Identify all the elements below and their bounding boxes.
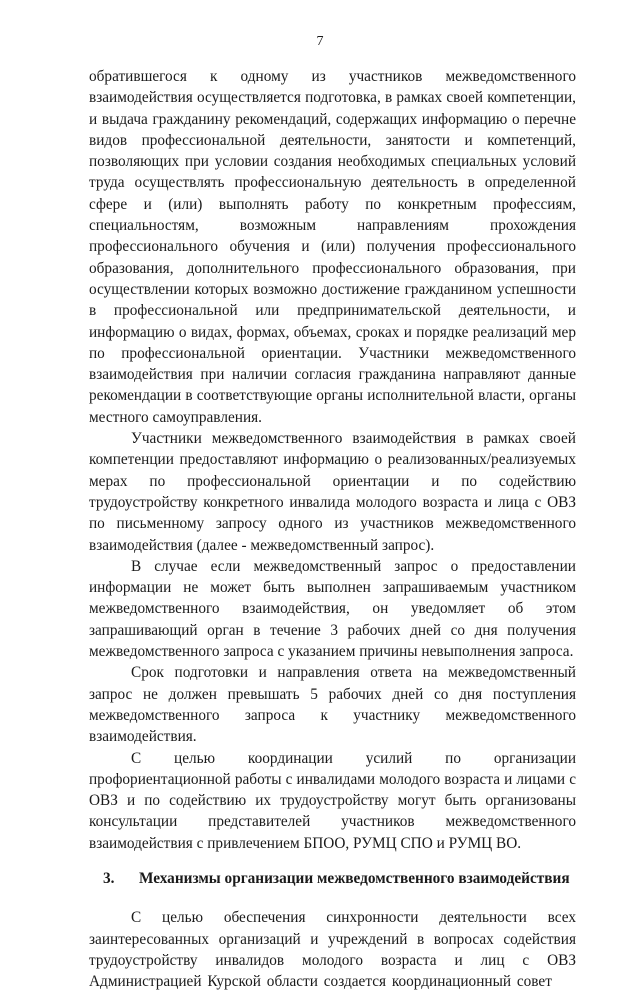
paragraph-continuation: обратившегося к одному из участников межведомственного взаимодействия осуществляется подготовка, в рамках своей компетенции, и выдача гражданину рекомендаций, содержащих информацию о перечне видов профессиональной деятельности, занятости и компетенций, позволяющих при условии создания необходимых специальных условий труда осуществлять профессиональную деятельность в определенной сфере и (или) выполнять работу по конкретным профессиям, специальностям, возможным направлениям прохождения профессионального обучения и (или) получения профессионального образования, дополнительного профессионального образования, при осуществлении которых возможно достижение гражданином успешности в профессиональной или предпринимательской деятельности, и информацию о видах, формах, объемах, сроках и порядке реализаций мер по профессиональной ориентации. Участники межведомственного взаимодействия при наличии согласия гражданина направляют данные рекомендации в соответствующие органы исполнительной власти, органы местного самоуправления. xyxy=(89,68,576,426)
paragraph-information-exchange: Участники межведомственного взаимодействия в рамках своей компетенции предоставляют информацию о реализованных/реализуемых мерах по профессиональной ориентации и по содействию трудоустройству конкретного инвалида молодого возраста и лица с ОВЗ по письменному запросу одного из участников межведомственного взаимодействия (далее - межведомственный запрос). xyxy=(89,430,576,554)
paragraph-response-deadline: Срок подготовки и направления ответа на межведомственный запрос не должен превышать 5 рабочих дней со дня поступления межведомственного запроса к участнику межведомственного взаимодействия. xyxy=(89,664,576,746)
document-body xyxy=(89,66,576,992)
page-number: 7 xyxy=(316,34,324,49)
section-heading xyxy=(89,864,576,889)
paragraph-coordination-council: С целью обеспечения синхронности деятельности всех заинтересованных организаций и учреждений в вопросах содействия трудоустройству инвалидов молодого возраста и лиц с ОВЗ Администрацией Курской области создается координационный совет xyxy=(89,909,576,991)
paragraph-request-failure: В случае если межведомственный запрос о предоставлении информации не может быть выполнен запрашиваемым участником межведомственного взаимодействия, он уведомляет об этом запрашивающий орган в течение 3 рабочих дней со дня получения межведомственного запроса с указанием причины невыполнения запроса. xyxy=(89,557,576,661)
section-title: Механизмы организации межведомственного взаимодействия xyxy=(139,869,570,887)
section-number: 3. xyxy=(103,869,115,887)
paragraph-coordination: С целью координации усилий по организации профориентационной работы с инвалидами молодого возраста и лицами с ОВЗ и по содействию их трудоустройству могут быть организованы консультации представителей участников межведомственного взаимодействия с привлечением БПОО, РУМЦ СПО и РУМЦ ВО. xyxy=(89,749,576,852)
